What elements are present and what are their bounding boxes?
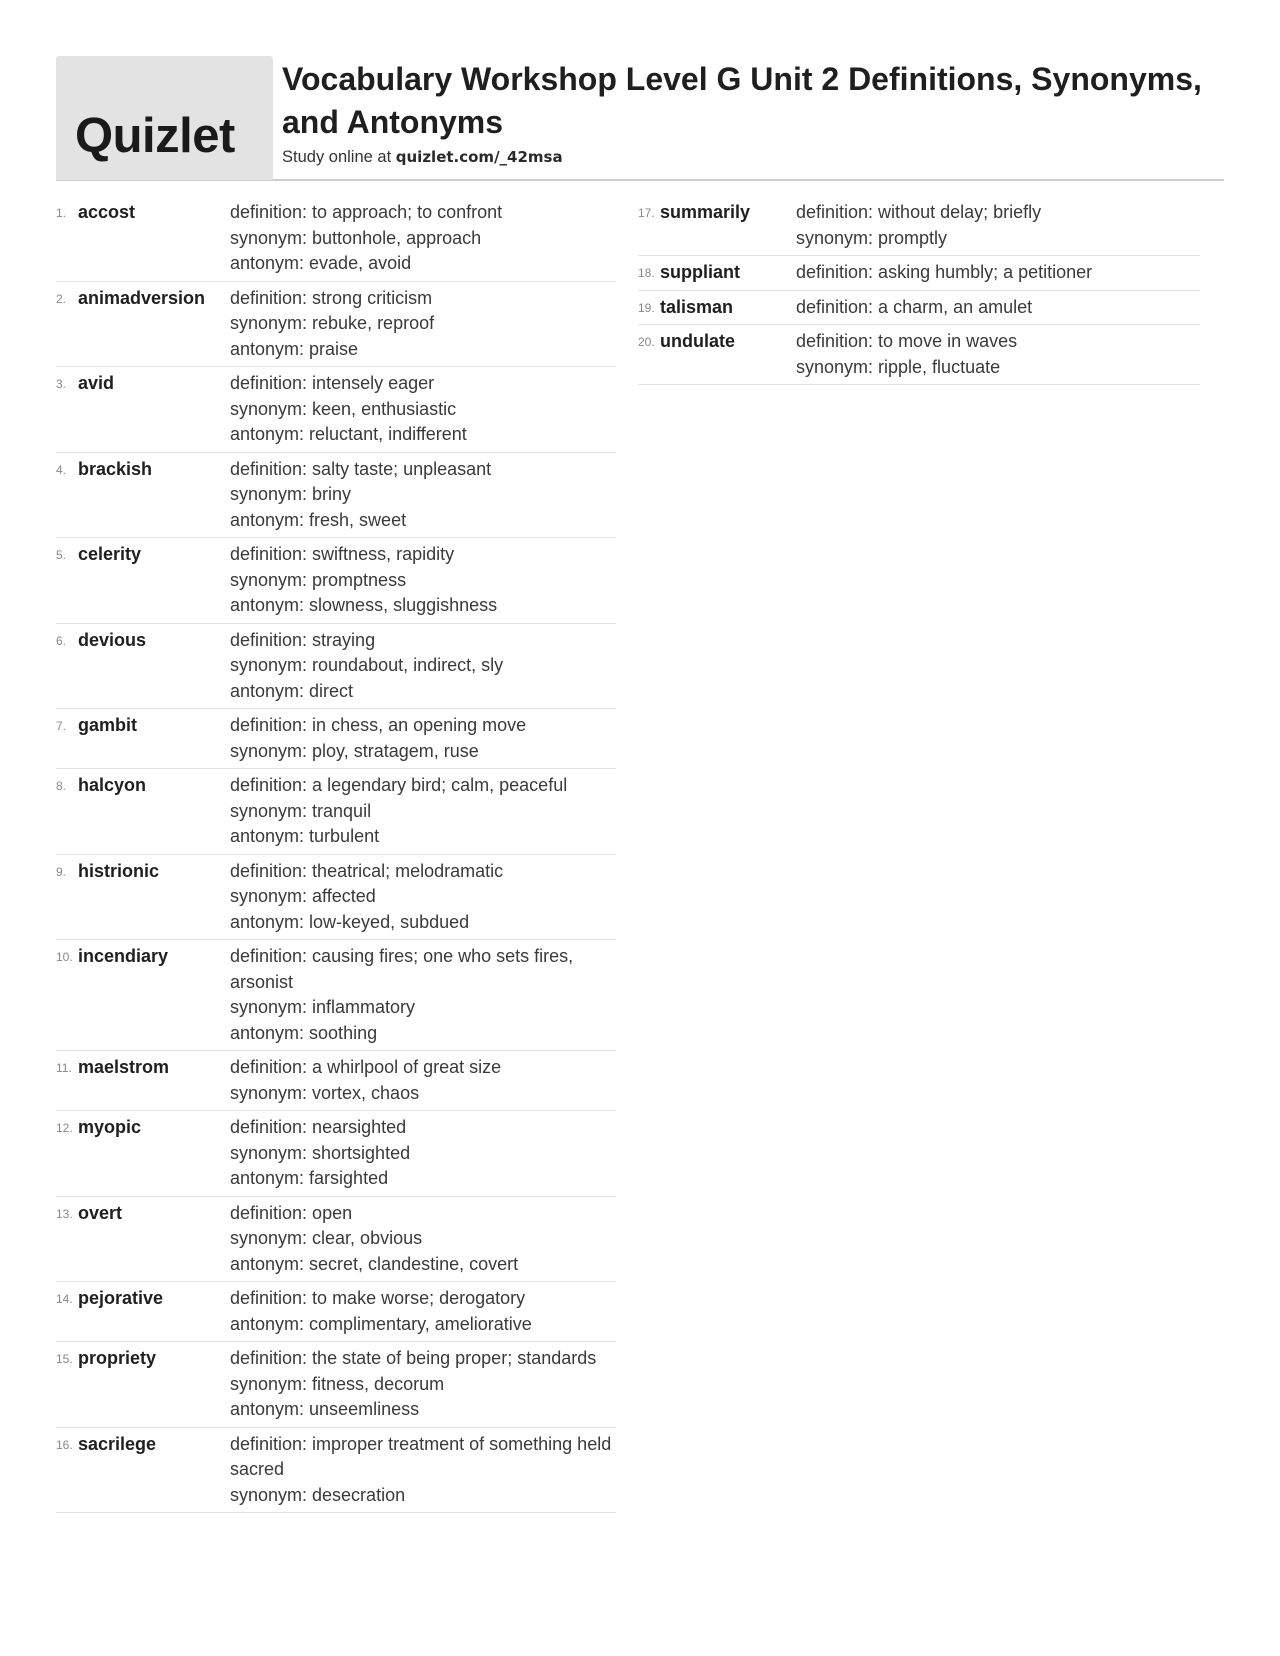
antonym-line: antonym: reluctant, indifferent [230,424,467,444]
synonym-line: synonym: promptly [796,227,948,248]
term-number: 3. [56,377,67,391]
term-number: 9. [56,864,67,879]
term-definitions [796,329,1200,380]
term-number: 15. [56,1352,73,1366]
term-number: 19. [638,300,655,315]
term-number: 18. [638,266,655,280]
definition-line: definition: causing fires; one who sets fires, arsonist [230,946,574,992]
term-number: 10. [56,950,73,964]
term-word: animadversion [78,287,206,308]
term-definitions [230,1115,616,1192]
study-online-line [282,148,563,167]
antonym-line: antonym: soothing [230,1022,378,1043]
term-word: overt [78,1202,123,1223]
antonym-line: antonym: fresh, sweet [230,509,407,530]
antonym-line: antonym: low-keyed, subdued [230,911,470,932]
right-term-column [638,196,1200,385]
term-word: undulate [660,331,735,351]
study-url-link[interactable]: quizlet.com/_42msa [395,148,563,166]
term-number: 4. [56,462,67,477]
synonym-line: synonym: fitness, decorum [230,1373,445,1394]
term-row [56,367,616,453]
term-row [56,282,616,368]
term-word: propriety [78,1348,157,1368]
definition-line: definition: to move in waves [796,331,1018,351]
term-definitions [230,1432,616,1509]
definition-line: definition: a whirlpool of great size [230,1057,502,1077]
synonym-line: synonym: affected [230,886,376,906]
term-row [56,1428,616,1514]
term-word: brackish [78,458,153,479]
study-prefix: Study online at [282,148,392,166]
term-row [56,769,616,855]
page-title: Vocabulary Workshop Level G Unit 2 Definitions, Synonyms, and Antonyms [282,61,1202,140]
term-definitions [230,859,616,936]
definition-line: definition: to make worse; derogatory [230,1288,526,1308]
definition-line: definition: in chess, an opening move [230,715,527,735]
term-word: halcyon [78,775,147,795]
definition-line: definition: open [230,1202,353,1223]
term-word: myopic [78,1117,142,1137]
term-number: 17. [638,206,655,220]
synonym-line: synonym: clear, obvious [230,1228,423,1248]
antonym-line: antonym: evade, avoid [230,253,412,273]
term-definitions [230,1201,616,1278]
term-row [56,538,616,624]
term-row [56,1111,616,1197]
definition-line: definition: strong criticism [230,287,433,308]
definition-line: definition: the state of being proper; standards [230,1348,597,1368]
logo-text: Quizlet [75,109,235,163]
term-word: sacrilege [78,1433,157,1454]
definition-line: definition: straying [230,629,376,650]
term-row [638,291,1200,326]
term-definitions [230,1286,616,1337]
definition-line: definition: a charm, an amulet [796,296,1033,317]
page-header [56,56,1224,181]
term-definitions [230,542,616,619]
term-word: devious [78,629,147,650]
term-word: maelstrom [78,1057,170,1077]
term-number: 20. [638,335,655,349]
synonym-line: synonym: shortsighted [230,1142,411,1163]
term-word: accost [78,202,136,222]
term-number: 6. [56,633,67,648]
antonym-line: antonym: praise [230,338,359,359]
synonym-line: synonym: rebuke, reproof [230,313,435,333]
definition-line: definition: intensely eager [230,373,435,393]
definition-line: definition: salty taste; unpleasant [230,458,492,479]
term-number: 8. [56,779,67,793]
term-number: 2. [56,291,67,306]
term-number: 5. [56,548,67,562]
definition-line: definition: nearsighted [230,1117,407,1137]
term-definitions [796,200,1200,251]
term-word: pejorative [78,1288,164,1308]
synonym-line: synonym: promptness [230,569,407,590]
term-row [56,709,616,769]
term-row [56,855,616,941]
antonym-line: antonym: unseemliness [230,1399,420,1419]
term-row [638,325,1200,385]
term-definitions [230,1055,616,1106]
antonym-line: antonym: complimentary, ameliorative [230,1313,532,1334]
synonym-line: synonym: vortex, chaos [230,1082,420,1103]
term-row [56,196,616,282]
term-word: histrionic [78,860,160,881]
term-definitions [230,286,616,363]
term-number: 1. [56,206,67,220]
term-number: 12. [56,1121,73,1135]
left-term-column [56,196,616,1513]
definition-line: definition: improper treatment of something held sacred [230,1433,612,1479]
antonym-line: antonym: turbulent [230,826,380,846]
term-number: 13. [56,1206,73,1221]
antonym-line: antonym: farsighted [230,1168,389,1188]
definition-line: definition: without delay; briefly [796,202,1042,222]
term-definitions [230,944,616,1046]
term-word: gambit [78,715,138,735]
term-word: suppliant [660,262,740,282]
term-number: 7. [56,719,67,733]
term-number: 16. [56,1437,73,1452]
term-definitions [230,713,616,764]
term-row [638,196,1200,256]
antonym-line: antonym: slowness, sluggishness [230,595,498,615]
term-definitions [796,295,1200,321]
term-row [56,1282,616,1342]
definition-line: definition: swiftness, rapidity [230,544,455,564]
term-word: avid [78,373,115,393]
synonym-line: synonym: desecration [230,1484,406,1505]
term-definitions [230,200,616,277]
term-word: celerity [78,544,142,564]
definition-line: definition: a legendary bird; calm, peaceful [230,775,568,795]
synonym-line: synonym: inflammatory [230,997,416,1017]
term-definitions [230,1346,616,1423]
term-definitions [230,371,616,448]
term-row [56,1197,616,1283]
synonym-line: synonym: buttonhole, approach [230,227,482,248]
term-row [56,453,616,539]
term-row [56,1342,616,1428]
term-definitions [230,628,616,705]
term-row [56,940,616,1051]
synonym-line: synonym: ploy, stratagem, ruse [230,740,479,761]
antonym-line: antonym: direct [230,680,354,701]
term-row [638,256,1200,291]
definition-line: definition: to approach; to confront [230,202,503,222]
synonym-line: synonym: keen, enthusiastic [230,398,457,419]
definition-line: definition: theatrical; melodramatic [230,860,504,881]
term-row [56,1051,616,1111]
term-word: talisman [660,296,734,317]
term-number: 14. [56,1292,73,1306]
synonym-line: synonym: roundabout, indirect, sly [230,655,504,675]
term-row [56,624,616,710]
quizlet-logo [56,56,273,180]
term-word: incendiary [78,946,169,966]
term-definitions [230,773,616,850]
antonym-line: antonym: secret, clandestine, covert [230,1253,519,1274]
term-word: summarily [660,202,751,222]
term-definitions [796,260,1200,286]
definition-line: definition: asking humbly; a petitioner [796,262,1093,282]
term-number: 11. [56,1061,72,1075]
synonym-line: synonym: tranquil [230,800,372,821]
term-definitions [230,457,616,534]
synonym-line: synonym: briny [230,484,352,504]
synonym-line: synonym: ripple, fluctuate [796,356,1001,377]
